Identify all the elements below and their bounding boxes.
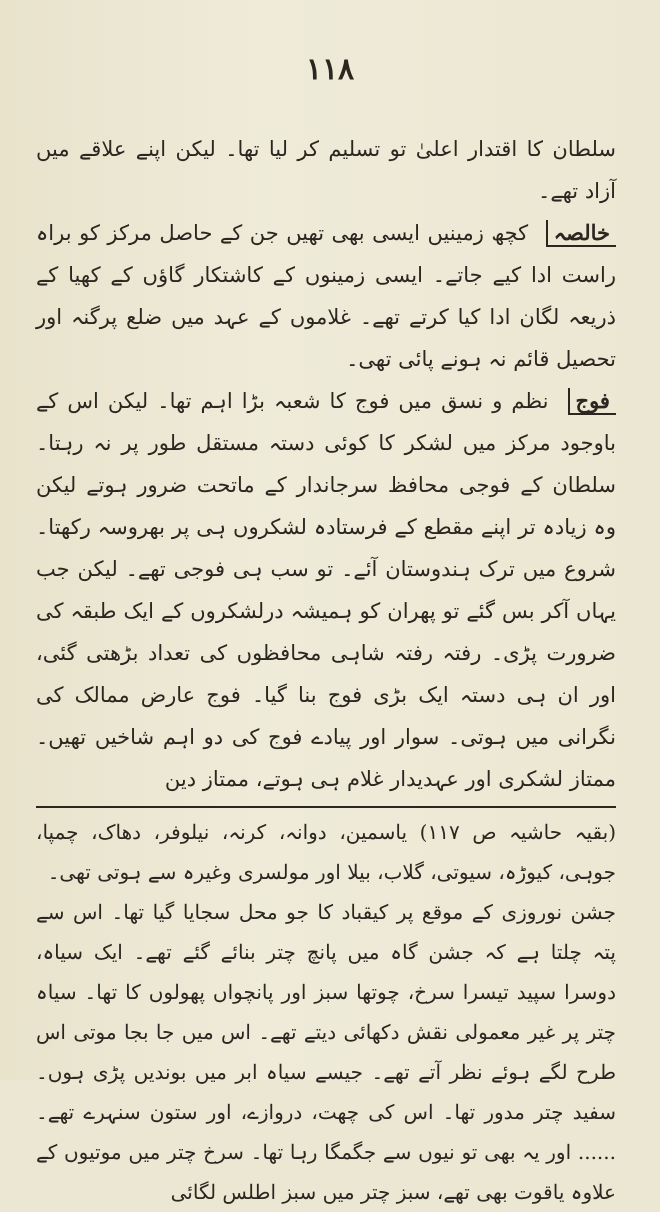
footnote-lead: (بقیہ حاشیہ ص ۱۱۷) (419, 820, 616, 844)
footnote-paragraph-1 (36, 812, 616, 892)
section-heading-fauj: فوج (568, 388, 616, 415)
paragraph-fauj-text: نظم و نسق میں فوج کا شعبہ بڑا اہم تھا۔ لیکن اس کے باوجود مرکز میں لشکر کا کوئی دستہ مستقل طور پر نہ رہتا۔ سلطان کے فوجی محافظ سرجاندار کے ماتحت ضرور ہوتے لیکن وہ زیادہ تر اپنے مقطع کے فرستادہ لشکروں ہی پر بھروسہ رکھتا۔ شروع میں ترک ہندوستان آئے۔ تو سب ہی فوجی تھے۔ لیکن جب یہاں آکر بس گئے تو پھران کو ہمیشہ درلشکروں کے ایک طبقہ کی ضرورت پڑی۔ رفتہ رفتہ شاہی محافظوں کی تعداد بڑھتی گئی، اور ان ہی دستہ ایک بڑی فوج بنا گیا۔ فوج عارض ممالک کی نگرانی میں ہوتی۔ سوار اور پیادے فوج کی دو اہم شاخیں تھیں۔ ممتاز لشکری اور عہدیدار غلام ہی ہوتے، ممتاز دین (36, 389, 616, 791)
footnote-divider (36, 806, 616, 808)
page-body (36, 128, 616, 1212)
footnote-paragraph-2: جشن نوروزی کے موقع پر کیقباد کا جو محل سجایا گیا تھا۔ اس سے پتہ چلتا ہے کہ جشن گاہ میں پانچ چتر بنائے گئے تھے۔ ایک سیاہ، دوسرا سپید تیسرا سرخ، چوتھا سبز اور پانچواں پھولوں کا تھا۔ سیاہ چتر پر غیر معمولی نقش دکھائی دیتے تھے۔ اس میں جا بجا موتی اس طرح لگے ہوئے نظر آتے تھے۔ جیسے سیاہ ابر میں بوندیں پڑی ہوں۔ سفید چتر مدور تھا۔ اس کی چھت، دروازے، اور ستون سنہرے تھے۔ ...... اور یہ بھی تو نیوں سے جگمگا رہا تھا۔ سرخ چتر میں موتیوں کے علاوہ یاقوت بھی تھے، سبز چتر میں سبز اطلس لگائی (36, 900, 616, 1204)
paragraph-khalisa (36, 212, 616, 380)
section-heading-khalisa: خالصہ (546, 220, 616, 247)
footnote-text-1: یاسمین، دوانہ، کرنہ، نیلوفر، دھاک، چمپا، جوہی، کیوڑہ، سیوتی، گلاب، بیلا اور مولسری وغیرہ سے ہوتی تھی۔ (36, 820, 616, 884)
paragraph-khalisa-text: کچھ زمینیں ایسی بھی تھیں جن کے حاصل مرکز کو براہ راست ادا کیے جاتے۔ ایسی زمینوں کے کاشتکار گاؤں کے کھیا کے ذریعہ لگان ادا کیا کرتے تھے۔ غلاموں کے عہد میں ضلع پرگنہ اور تحصیل قائم نہ ہونے پائی تھی۔ (36, 221, 616, 371)
footnote (36, 812, 616, 1212)
paragraph-fauj (36, 380, 616, 800)
page-number: ۱۱۸ (305, 52, 355, 87)
paragraph-1: سلطان کا اقتدار اعلیٰ تو تسلیم کر لیا تھا۔ لیکن اپنے علاقے میں آزاد تھے۔ (36, 137, 616, 203)
